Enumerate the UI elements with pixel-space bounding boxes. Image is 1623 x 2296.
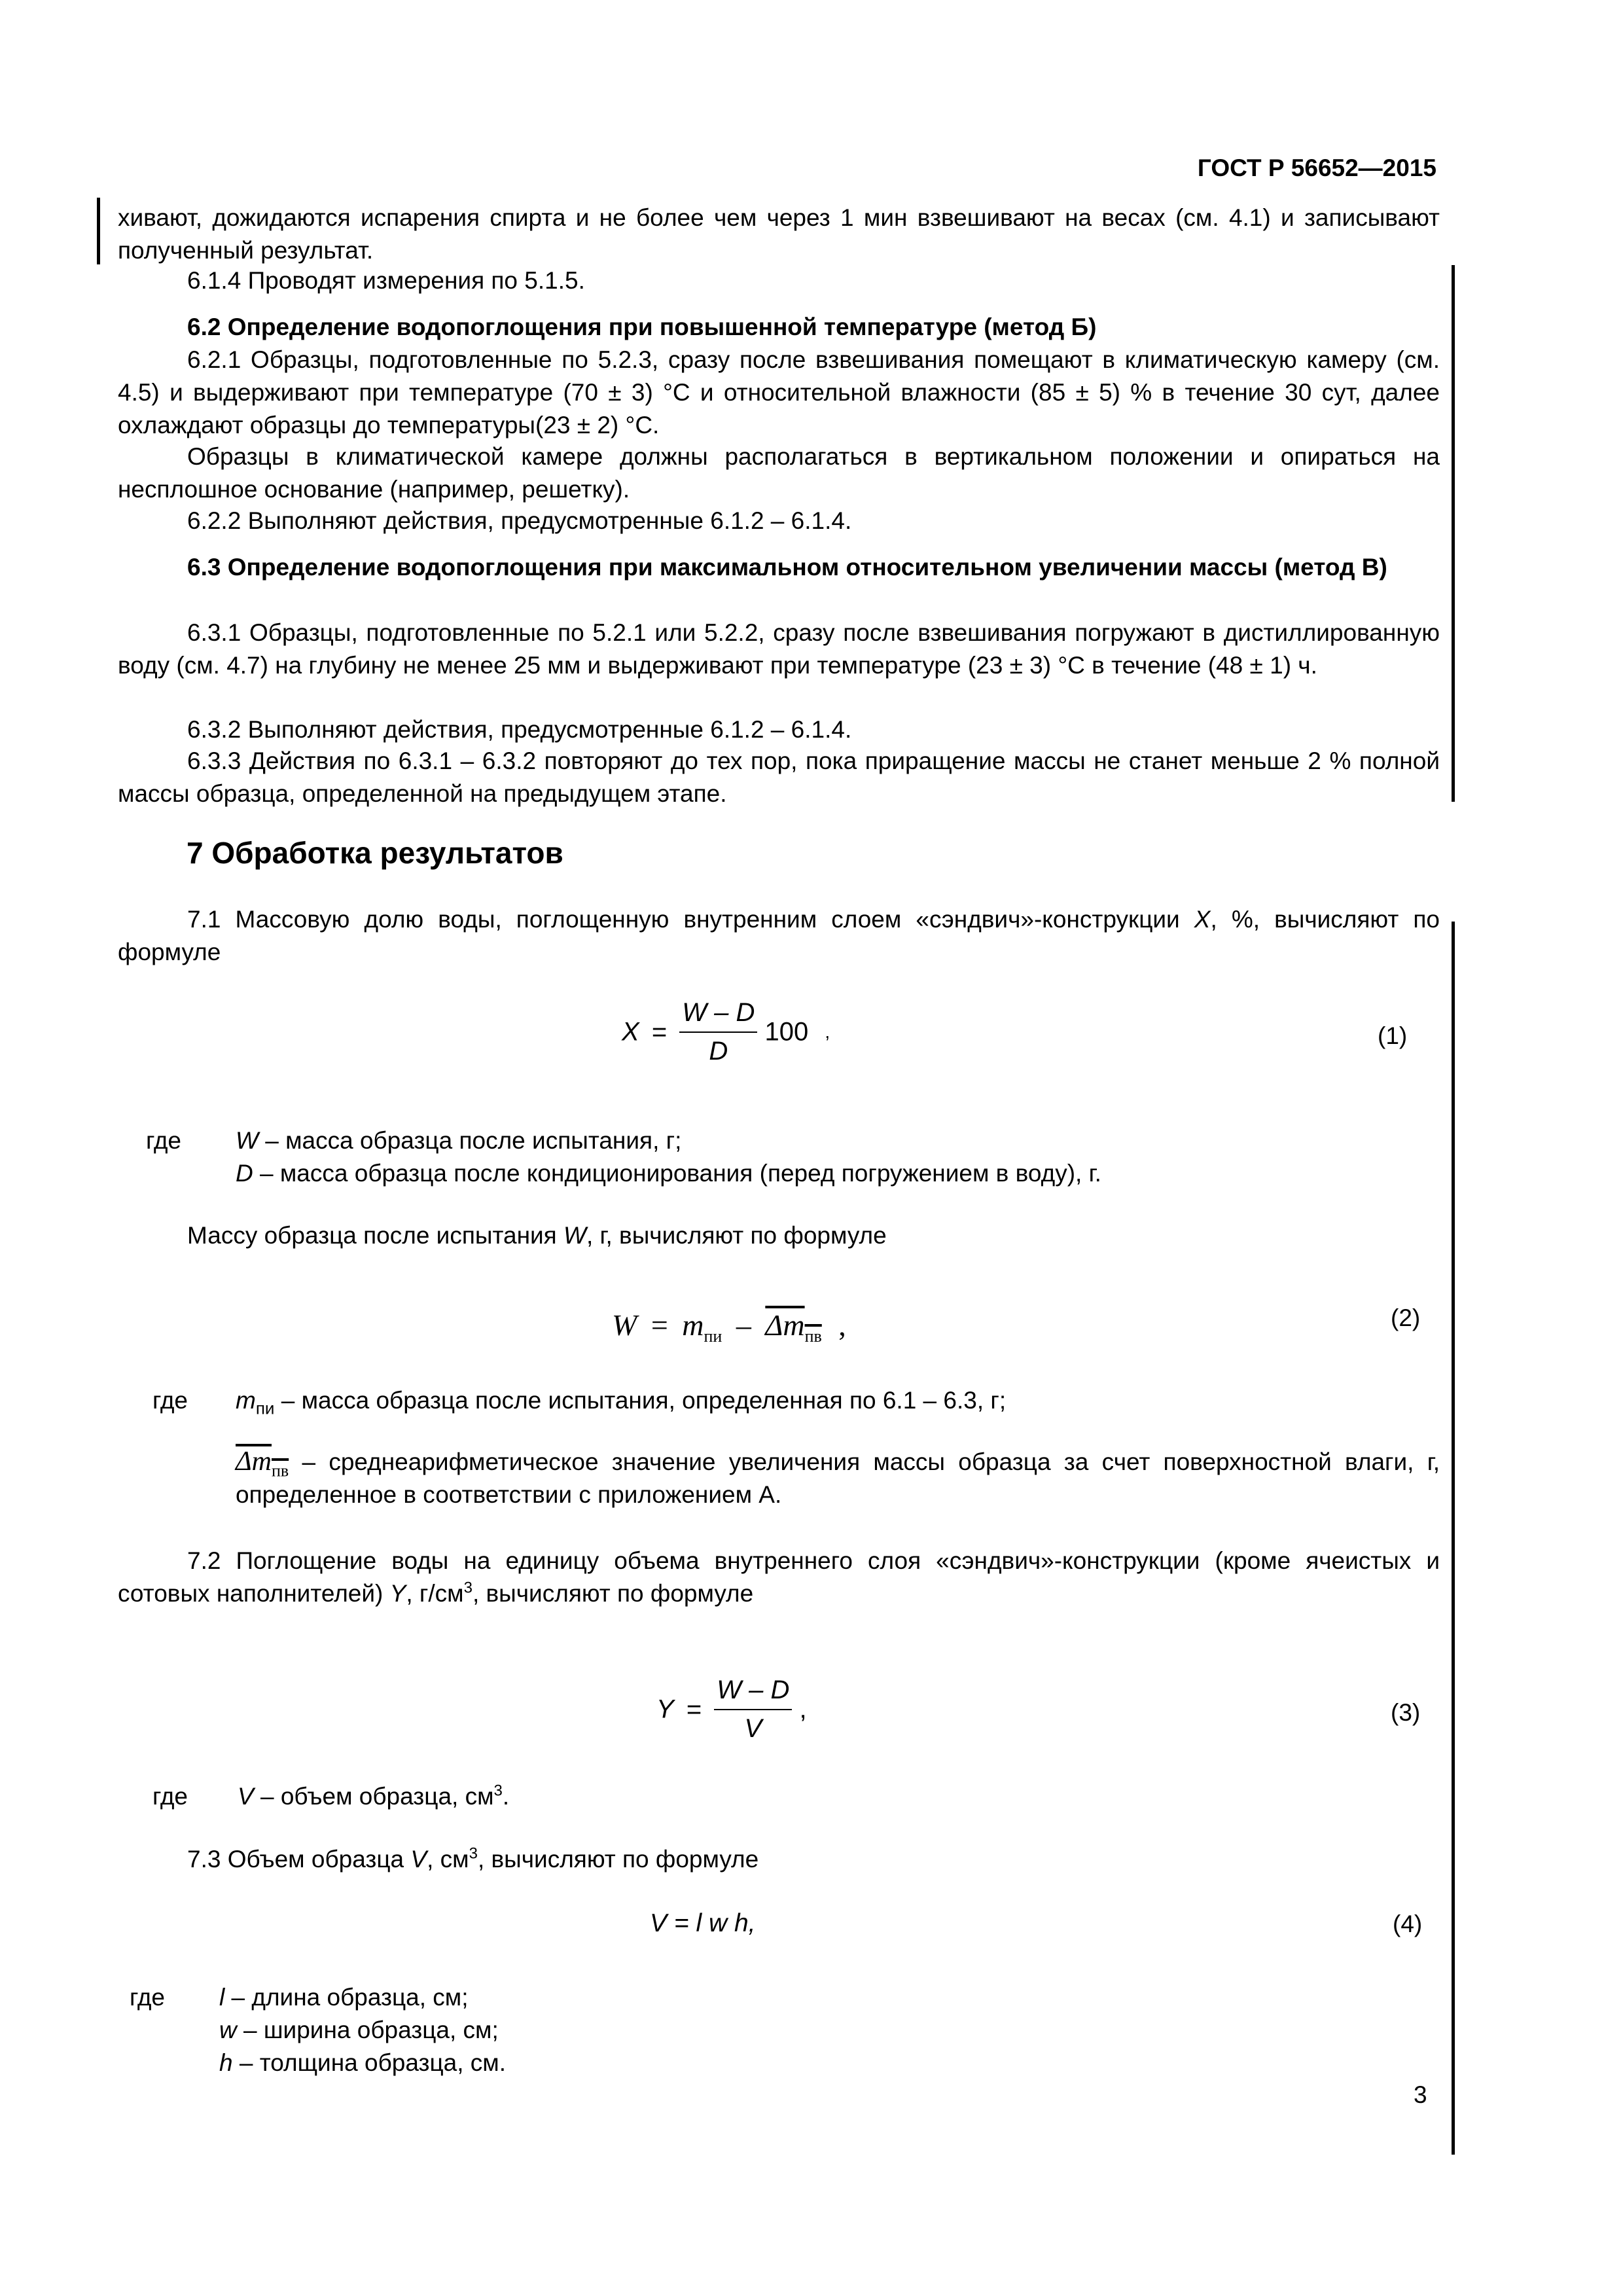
equation-2-number: (2) (1391, 1304, 1421, 1331)
p71-var-x: X (1194, 906, 1211, 933)
equation-4-number: (4) (1393, 1910, 1423, 1937)
eq3-denominator: V (744, 1714, 762, 1743)
eq1-tail: , (825, 1022, 830, 1042)
p72-sup: 3 (463, 1579, 473, 1597)
paragraph-6-2-2: 6.2.2 Выполняют действия, предусмотренные 6.1.2 – 6.1.4. (187, 507, 852, 534)
paragraph-mass (187, 1219, 887, 1252)
paragraph-continuation: хивают, дожидаются испарения спирта и не более чем через 1 мин взвешивают на весах (см. 4.1) и записывают полученный результат. (118, 204, 1440, 264)
eq3-numerator: W – D (714, 1676, 792, 1710)
equation-3 (656, 1676, 807, 1744)
where2-dm-var: Δm (236, 1446, 272, 1477)
heading-6-2: 6.2 Определение водопоглощения при повышенной температуре (метод Б) (187, 314, 1097, 340)
p72-text-b: , вычисляют по формуле (472, 1580, 754, 1607)
paragraph-7-3 (187, 1843, 758, 1876)
p73-unit: , см (427, 1846, 469, 1873)
eq2-eqsign: = (651, 1308, 668, 1342)
where3-v-text: – объем образца, см (253, 1783, 494, 1810)
where3-v-var: V (238, 1783, 254, 1810)
where-3-v (238, 1780, 509, 1813)
eq1-denominator: D (709, 1037, 728, 1066)
eq2-tail: , (838, 1308, 846, 1342)
p73-var-v: V (410, 1846, 427, 1873)
paragraph-6-3-3: 6.3.3 Действия по 6.3.1 – 6.3.2 повторяют до тех пор, пока приращение массы не станет меньше 2 % полной массы образца, определенной на предыдущем этапе. (118, 747, 1440, 807)
where4-w-text: – ширина образца, см; (236, 2017, 499, 2043)
eq2-m-sub: пи (704, 1327, 722, 1346)
where2-m-sub: пи (255, 1398, 275, 1418)
paragraph-6-1-4: 6.1.4 Проводят измерения по 5.1.5. (187, 267, 585, 294)
equation-1-number: (1) (1378, 1022, 1408, 1049)
page-number: 3 (1414, 2081, 1427, 2108)
p73-text-b: , вычисляют по формуле (477, 1846, 759, 1873)
where4-h-text: – толщина образца, см. (232, 2049, 507, 2076)
where-4-l (219, 1981, 469, 2014)
where4-l-var: l (219, 1984, 225, 2011)
where1-d-text: – масса образца после кондиционирования (перед погружением в воду), г. (253, 1160, 1101, 1187)
mass-text-b: , г, вычисляют по формуле (586, 1222, 887, 1249)
change-bar-right-1 (1452, 265, 1455, 802)
eq1-fraction (679, 998, 757, 1066)
eq2-delta-m (765, 1308, 822, 1346)
where-label-2: где (152, 1387, 188, 1414)
eq1-factor: 100 (764, 1017, 809, 1047)
where-label-4: где (130, 1984, 166, 2011)
where-label-1: где (146, 1127, 182, 1154)
where3-v-sup: 3 (493, 1782, 503, 1800)
paragraph-6-2-1: 6.2.1 Образцы, подготовленные по 5.2.3, сразу после взвешивания помещают в климатическую камеру (см. 4.5) и выдерживают при температуре (70 ± 3) °С и относительной влажности (85 ± 5) % в течение 30 сут, далее охлаждают образцы до температуры(23 ± 2) °С. (118, 346, 1440, 439)
eq2-lhs: W (612, 1308, 637, 1342)
where1-w-text: – масса образца после испытания, г; (258, 1127, 682, 1154)
where1-w-var: W (236, 1127, 259, 1154)
equation-2 (612, 1308, 846, 1346)
p72-var-y: Y (389, 1580, 406, 1607)
eq2-minus: – (736, 1308, 751, 1342)
where-4-w (219, 2014, 499, 2047)
where2-dm-sub: пв (271, 1461, 289, 1480)
where-1-d (236, 1157, 1101, 1190)
eq3-tail: , (799, 1695, 807, 1724)
where3-v-end: . (502, 1783, 510, 1810)
eq1-eqsign: = (651, 1017, 668, 1047)
mass-var-w: W (563, 1222, 586, 1249)
eq3-fraction (714, 1676, 792, 1744)
where-label-3: где (152, 1783, 188, 1810)
where-1-w (236, 1124, 681, 1157)
eq2-dm: Δm (765, 1308, 805, 1342)
heading-6-3: 6.3 Определение водопоглощения при максимальном относительном увеличении массы (метод В) (187, 554, 1387, 581)
mass-text-a: Массу образца после испытания (187, 1222, 563, 1249)
where4-w-var: w (219, 2017, 237, 2043)
equation-1 (622, 998, 830, 1066)
section-7-heading: 7 Обработка результатов (187, 836, 563, 870)
eq2-m: m (682, 1308, 704, 1342)
eq1-numerator: W – D (679, 998, 757, 1033)
eq2-dm-sub: пв (804, 1327, 822, 1346)
where-4-h (219, 2047, 506, 2079)
where4-l-text: – длина образца, см; (224, 1984, 469, 2011)
p73-sup: 3 (469, 1844, 478, 1863)
paragraph-6-2-1-placement: Образцы в климатической камере должны располагаться в вертикальном положении и опираться на несплошное основание (например, решетку). (118, 443, 1440, 503)
where4-h-var: h (219, 2049, 233, 2076)
equation-3-number: (3) (1391, 1699, 1421, 1726)
paragraph-7-1 (118, 903, 1440, 969)
paragraph-6-3-1: 6.3.1 Образцы, подготовленные по 5.2.1 или 5.2.2, сразу после взвешивания погружают в дистиллированную воду (см. 4.7) на глубину не менее 25 мм и выдерживают при температуре (23 ± 3) °С в течение (48 ± 1) ч. (118, 619, 1440, 679)
paragraph-7-2 (118, 1545, 1440, 1610)
where1-d-var: D (236, 1160, 253, 1187)
where2-dm-text: – среднеарифметическое значение увеличения массы образца за счет поверхностной влаги, г, определенное в соответствии с приложением А. (236, 1448, 1440, 1508)
where2-m-text: – масса образца после испытания, определенная по 6.1 – 6.3, г; (274, 1387, 1007, 1414)
eq3-lhs: Y (656, 1695, 674, 1724)
where-2-m (236, 1384, 1006, 1417)
eq1-lhs: X (622, 1017, 639, 1047)
where-2-dm (236, 1445, 1440, 1511)
change-bar-left (97, 198, 100, 264)
p71-text-b: , %, вычисляют по формуле (118, 906, 1440, 965)
eq3-eqsign: = (686, 1695, 702, 1724)
p71-text-a: 7.1 Массовую долю воды, поглощенную внутренним слоем «сэндвич»-конструкции (187, 906, 1194, 933)
where2-m-var: m (236, 1387, 256, 1414)
p72-unit: , г/см (406, 1580, 464, 1607)
p73-text-a: 7.3 Объем образца (187, 1846, 411, 1873)
p72-text-a: 7.2 Поглощение воды на единицу объема внутреннего слоя «сэндвич»-конструкции (кроме ячеистых и сотовых наполнителей) (118, 1547, 1440, 1607)
equation-4: V = l w h, (650, 1909, 756, 1937)
change-bar-right-2 (1452, 922, 1455, 2155)
where2-delta-m (236, 1446, 289, 1480)
document-code: ГОСТ Р 56652—2015 (1197, 154, 1436, 181)
paragraph-6-3-2: 6.3.2 Выполняют действия, предусмотренные 6.1.2 – 6.1.4. (187, 716, 852, 743)
